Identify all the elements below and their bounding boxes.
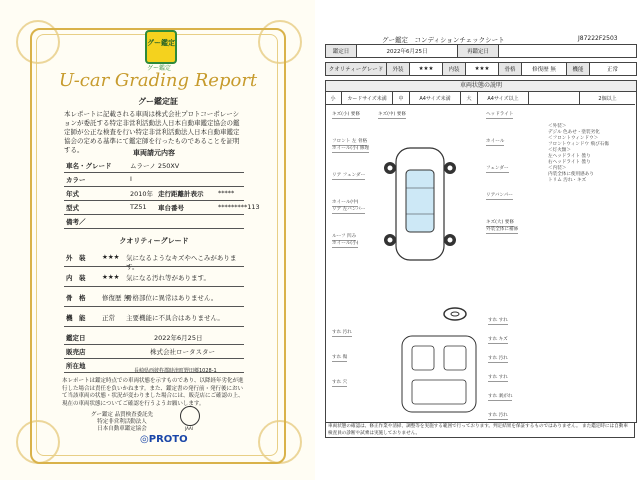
grade-row — [64, 288, 244, 307]
grade-key: 骨 格 — [66, 294, 86, 302]
grade-note: 骨格部位に異常はありません。 — [126, 294, 218, 302]
car-top-view — [380, 144, 460, 264]
inspection-body — [82, 412, 162, 433]
note: ＜内装＞ — [548, 166, 567, 171]
grade-row — [64, 248, 244, 271]
note: フロントウィンドウ 飛び石傷 — [548, 142, 609, 147]
vehicle-table-title: 車両請元内容 — [133, 149, 175, 157]
note: リア 左バンパー — [332, 207, 366, 212]
note: すれ キズ — [488, 337, 508, 342]
grade-note: 気になる汚れ等があります。 — [126, 274, 210, 282]
grade-value: ★★★ — [102, 253, 120, 261]
grade-value: 正常 — [102, 314, 115, 322]
note: ヘッドライト — [486, 112, 514, 117]
row-value-2: *********113 — [218, 203, 260, 211]
note: 右ヘッドライト 曇り — [548, 160, 591, 165]
cell: 再鑑定日 — [458, 45, 499, 57]
note: すれ すれ — [488, 375, 508, 380]
note: トリム 汚れ・キズ — [548, 178, 587, 183]
row-value: 株式会社ロータスター — [150, 348, 215, 356]
steering-wheel-icon — [442, 306, 468, 322]
cell: 2022年6月25日 — [357, 45, 458, 57]
interior-notes-right — [488, 318, 512, 420]
row-key-2: 走行距離計表示 — [158, 190, 204, 198]
legend-cell — [529, 92, 580, 105]
goo-kantei-logo — [145, 30, 177, 64]
grade-note: 主要機能に不具合はありません。 — [126, 314, 224, 322]
vehicle-row — [64, 172, 244, 187]
vehicle-row — [64, 158, 244, 173]
note: すれ 剥がれ — [488, 394, 513, 399]
note: デジル 色あせ・塗装劣化 — [548, 130, 600, 135]
grade-row — [64, 268, 244, 287]
logo-subtext: グー鑑定 — [146, 65, 171, 72]
row-value: 2022年6月25日 — [154, 334, 203, 342]
row-key: 備考／ — [66, 218, 86, 226]
legend-cell: A4サイズ以上 — [478, 92, 529, 105]
certificate-footer-note: 本レポートは鑑定時点での車両状態を示すものであり、以降経年劣化が進行した場合は責任を負いかねます。また、鑑定書の発行前・発行後において当該車両の状態・状況が変わりました場合には、販売店にご確認の上、現在の車両状態についてご確認を行うようお願いします。 — [62, 378, 244, 407]
cell: 骨格 — [499, 63, 522, 75]
note: フェンダー — [486, 166, 509, 171]
grade-row — [64, 308, 244, 327]
cell: 内装 — [443, 63, 466, 75]
vehicle-row — [64, 200, 260, 215]
note: キズ(大) 要修 — [486, 220, 514, 225]
size-legend — [325, 92, 635, 104]
row-value: ムラーノ 250XV — [130, 162, 180, 170]
row-value: I — [130, 175, 132, 183]
seal-line: 特定非営利活動法人 — [97, 419, 147, 425]
row-key-2: 車台番号 — [158, 204, 184, 212]
jaai-logo — [180, 406, 200, 426]
note: ＜フロントウィンドウ＞ — [548, 136, 599, 141]
note: すれ すれ — [488, 318, 508, 323]
note: すれ 汚れ — [488, 356, 508, 361]
row-key: 車名・グレード — [66, 162, 112, 170]
note: 内装全体に使用感あり — [548, 172, 594, 177]
notes-left — [332, 112, 369, 248]
certificate-label: グー鑑定証 — [138, 97, 178, 106]
sheet-title: グー鑑定 コンディションチェックシート — [382, 36, 505, 44]
row-value: 長崎県西彼杵郡時津町野田郷1028-1 — [134, 368, 217, 374]
grade-value: 修復歴 無 — [102, 294, 131, 302]
grade-key: 機 能 — [66, 314, 86, 322]
grade-key: 内 装 — [66, 274, 86, 282]
cell: 正常 — [606, 67, 618, 73]
notes-far-right — [548, 124, 609, 184]
issue-row — [64, 358, 244, 373]
cell: 修復歴 無 — [522, 63, 567, 75]
row-key: 販売店 — [66, 348, 86, 356]
cell: ★★★ — [410, 63, 443, 75]
cell: ★★★ — [466, 63, 499, 75]
quality-grade-title: クオリティーグレード — [119, 237, 189, 245]
row-key: 鑑定日 — [66, 334, 86, 342]
row-value: 2010年 — [130, 190, 154, 198]
note: ＜灯火類＞ — [548, 148, 571, 153]
vehicle-condition-title: 車両状態の説明 — [325, 80, 637, 92]
note: ホイール(小) 修理 — [332, 146, 370, 151]
cell: 鑑定日 — [326, 45, 357, 57]
note: 左ヘッドライト 曇り — [548, 154, 591, 159]
sheet-code: J87222F2503 — [578, 35, 618, 42]
grade-value: ★★★ — [102, 273, 120, 281]
note: キズ(中) 要修 — [378, 112, 406, 117]
note: すれ 汚れ — [332, 330, 352, 335]
date-row — [325, 44, 637, 58]
note: フロント 左 骨格 — [332, 139, 368, 144]
note: ルーフ 凹み — [332, 234, 357, 239]
notes-mid — [378, 112, 406, 119]
report-script-title: U-car Grading Report — [58, 70, 258, 91]
legend-cell: 大 — [461, 92, 478, 105]
note: すれ 穴 — [332, 380, 348, 385]
note: リアバンパー — [486, 193, 513, 198]
sheet-disclaimer: 車両状態の確認は、修正作業や清掃、調整等を実施する範囲で行っております。判定結果を保証するものではありません。 また鑑定時には自動車検査員の診断や試乗は実施しておりません。 — [325, 422, 635, 438]
row-key: カラー — [66, 176, 86, 184]
cell: 外装 — [387, 63, 410, 75]
grade-note: 気になるようなキズやへこみがあります。 — [126, 254, 237, 271]
row-value-2: ***** — [218, 189, 235, 197]
grade-key: 外 装 — [66, 254, 86, 262]
note: すれ 汚れ — [488, 413, 508, 418]
cell: 機能 — [567, 63, 590, 75]
seal-line: グー鑑定 品質検査委託先 — [90, 412, 154, 418]
jaai-label: JAAI — [185, 426, 193, 431]
issue-row — [64, 344, 244, 359]
row-key: 所在地 — [66, 362, 86, 370]
note: 外装全体に補修 — [486, 227, 519, 232]
vehicle-row — [64, 214, 244, 229]
legend-cell: 2個以上 — [580, 92, 635, 105]
proto-logo: ◎PROTO — [140, 434, 188, 445]
legend-cell: A4サイズ未満 — [410, 92, 461, 105]
interior-notes-left — [332, 330, 352, 387]
row-key: 型式 — [66, 204, 79, 212]
certificate-intro: 本レポートに記載される車両は株式会社プロトコーポレーションが委託する特定非営利活動法人日本自動車鑑定協会の鑑定師が公正な検査を行い特定非営利活動法人日本自動車鑑定協会の定める基準にて鑑定師を行ったものであることを証明する。 — [64, 110, 240, 154]
row-value: TZ51 — [130, 203, 147, 211]
note: ホイール — [486, 139, 505, 144]
legend-cell: 中 — [393, 92, 410, 105]
cell: クオリティーグレード — [326, 63, 387, 75]
logo-text: グー鑑定 — [147, 39, 175, 47]
legend-cell: 小 — [325, 92, 342, 105]
grade-summary-row — [325, 62, 637, 76]
interior-diagram — [394, 332, 484, 416]
note: キズ(小) 要修 — [332, 112, 360, 117]
note: すれ 傷 — [332, 355, 348, 360]
issue-row — [64, 330, 244, 345]
note: ホイール(小) — [332, 241, 359, 246]
note: リア フェンダー — [332, 173, 366, 178]
row-key: 年式 — [66, 190, 79, 198]
legend-cell: カードサイズ未満 — [342, 92, 393, 105]
note: ＜外装＞ — [548, 124, 567, 129]
vehicle-row — [64, 186, 244, 201]
note: ホイール(中) — [332, 200, 359, 205]
notes-right — [486, 112, 518, 234]
proto-text: PROTO — [148, 434, 188, 445]
seal-line: 日本自動車鑑定協会 — [97, 426, 147, 432]
cell — [499, 45, 635, 57]
grading-certificate — [0, 0, 315, 480]
